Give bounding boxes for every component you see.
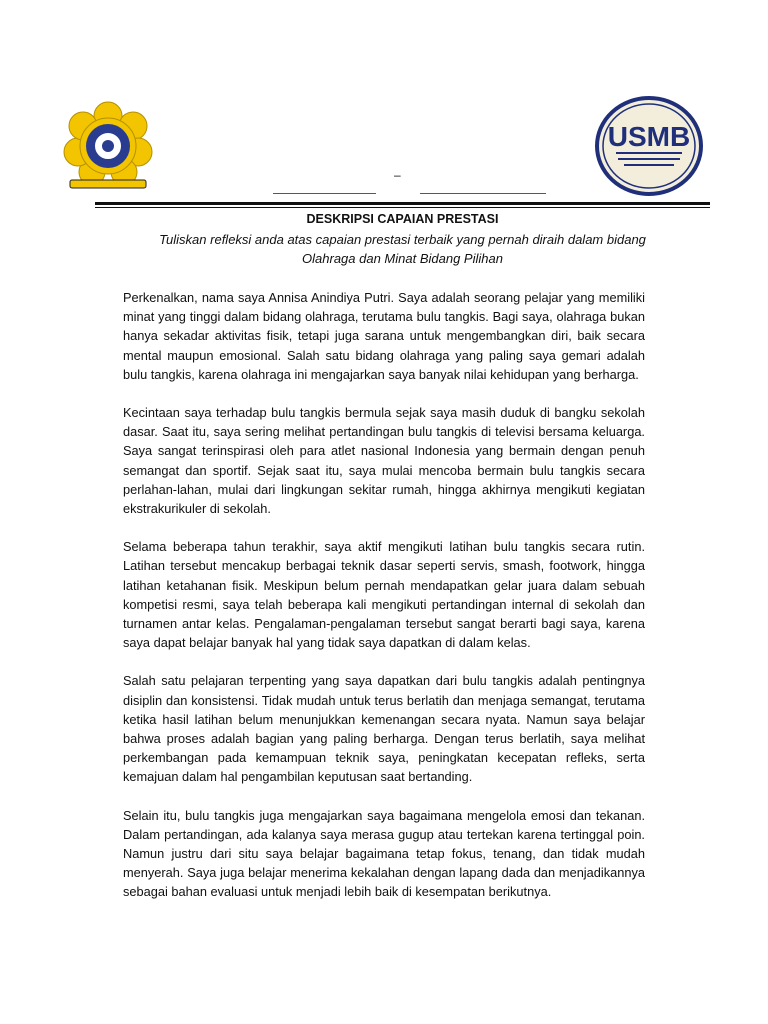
svg-text:USMB: USMB — [607, 121, 691, 152]
header-dash: – — [394, 168, 401, 182]
university-seal-icon — [60, 96, 156, 192]
subtitle-line: Tuliskan refleksi anda atas capaian prestasi terbaik yang pernah diraih dalam bidang — [159, 232, 646, 247]
header-rule-thin — [95, 207, 710, 208]
document-title: DESKRIPSI CAPAIAN PRESTASI — [306, 212, 499, 226]
paragraph: Selain itu, bulu tangkis juga mengajarkan saya bagaimana mengelola emosi dan tekanan. Dalam pertandingan, ada kalanya saya merasa gugup atau tertekan karena tertinggal poin. Namun justru dari situ saya belajar bagaimana tetap fokus, tenang, dan tidak mudah menyerah. Saya juga belajar menerima kekalahan dengan lapang dada dan menjadikannya sebagai bahan evaluasi untuk menjadi lebih baik di kesempatan berikutnya. — [123, 807, 645, 900]
paragraph: Salah satu pelajaran terpenting yang saya dapatkan dari bulu tangkis adalah pentingnya disiplin dan konsistensi. Tidak mudah untuk terus berlatih dan menjaga semangat, terutama ketika hasil latihan belum menunjukkan kemenangan secara nyata. Namun saya belajar bahwa proses adalah bagian yang paling berharga. Dengan terus berlatih, saya melihat perkembangan pada kemampuan teknik saya, peningkatan kecepatan refleks, serta kemajuan dalam hal pengambilan keputusan saat bertanding. — [123, 673, 645, 785]
paragraph: Perkenalkan, nama saya Annisa Anindiya Putri. Saya adalah seorang pelajar yang memiliki minat yang tinggi dalam bidang olahraga, terutama bulu tangkis. Bagi saya, olahraga bukan hanya sekadar aktivitas fisik, tetapi juga sarana untuk mengembangkan diri, baik secara mental maupun emosional. Salah satu bidang olahraga yang paling saya gemari adalah bulu tangkis, karena olahraga ini mengajarkan saya banyak nilai kehidupan yang berharga. — [123, 290, 645, 382]
document-subtitle — [120, 230, 685, 268]
subtitle-line: Olahraga dan Minat Bidang Pilihan — [302, 251, 503, 266]
document-body — [123, 288, 645, 921]
usmb-logo-icon — [594, 96, 704, 196]
paragraph: Selama beberapa tahun terakhir, saya aktif mengikuti latihan bulu tangkis secara rutin. Latihan tersebut mencakup berbagai teknik dasar seperti servis, smash, footwork, hingga latihan ketahanan fisik. Meskipun belum pernah mendapatkan gelar juara dalam sebuah kompetisi resmi, saya telah beberapa kali mengikuti pertandingan internal di sekolah dan turnamen antar kelas. Pengalaman-pengalaman tersebut sangat berarti bagi saya, karena saya dapat belajar banyak hal yang tidak saya dapatkan di dalam kelas. — [123, 539, 645, 651]
header-rule-thick — [95, 202, 710, 205]
header-link-underline — [273, 193, 376, 194]
header-link-underline — [420, 193, 546, 194]
paragraph: Kecintaan saya terhadap bulu tangkis bermula sejak saya masih duduk di bangku sekolah dasar. Saat itu, saya sering melihat pertandingan bulu tangkis di televisi bersama keluarga. Saya sangat terinspirasi oleh para atlet nasional Indonesia yang bermain dengan penuh semangat dan sportif. Sejak saat itu, saya mulai mencoba bermain bulu tangkis secara perlahan-lahan, mulai dari lingkungan sekitar rumah, hingga akhirnya mengikuti kegiatan ekstrakurikuler di sekolah. — [123, 405, 645, 517]
